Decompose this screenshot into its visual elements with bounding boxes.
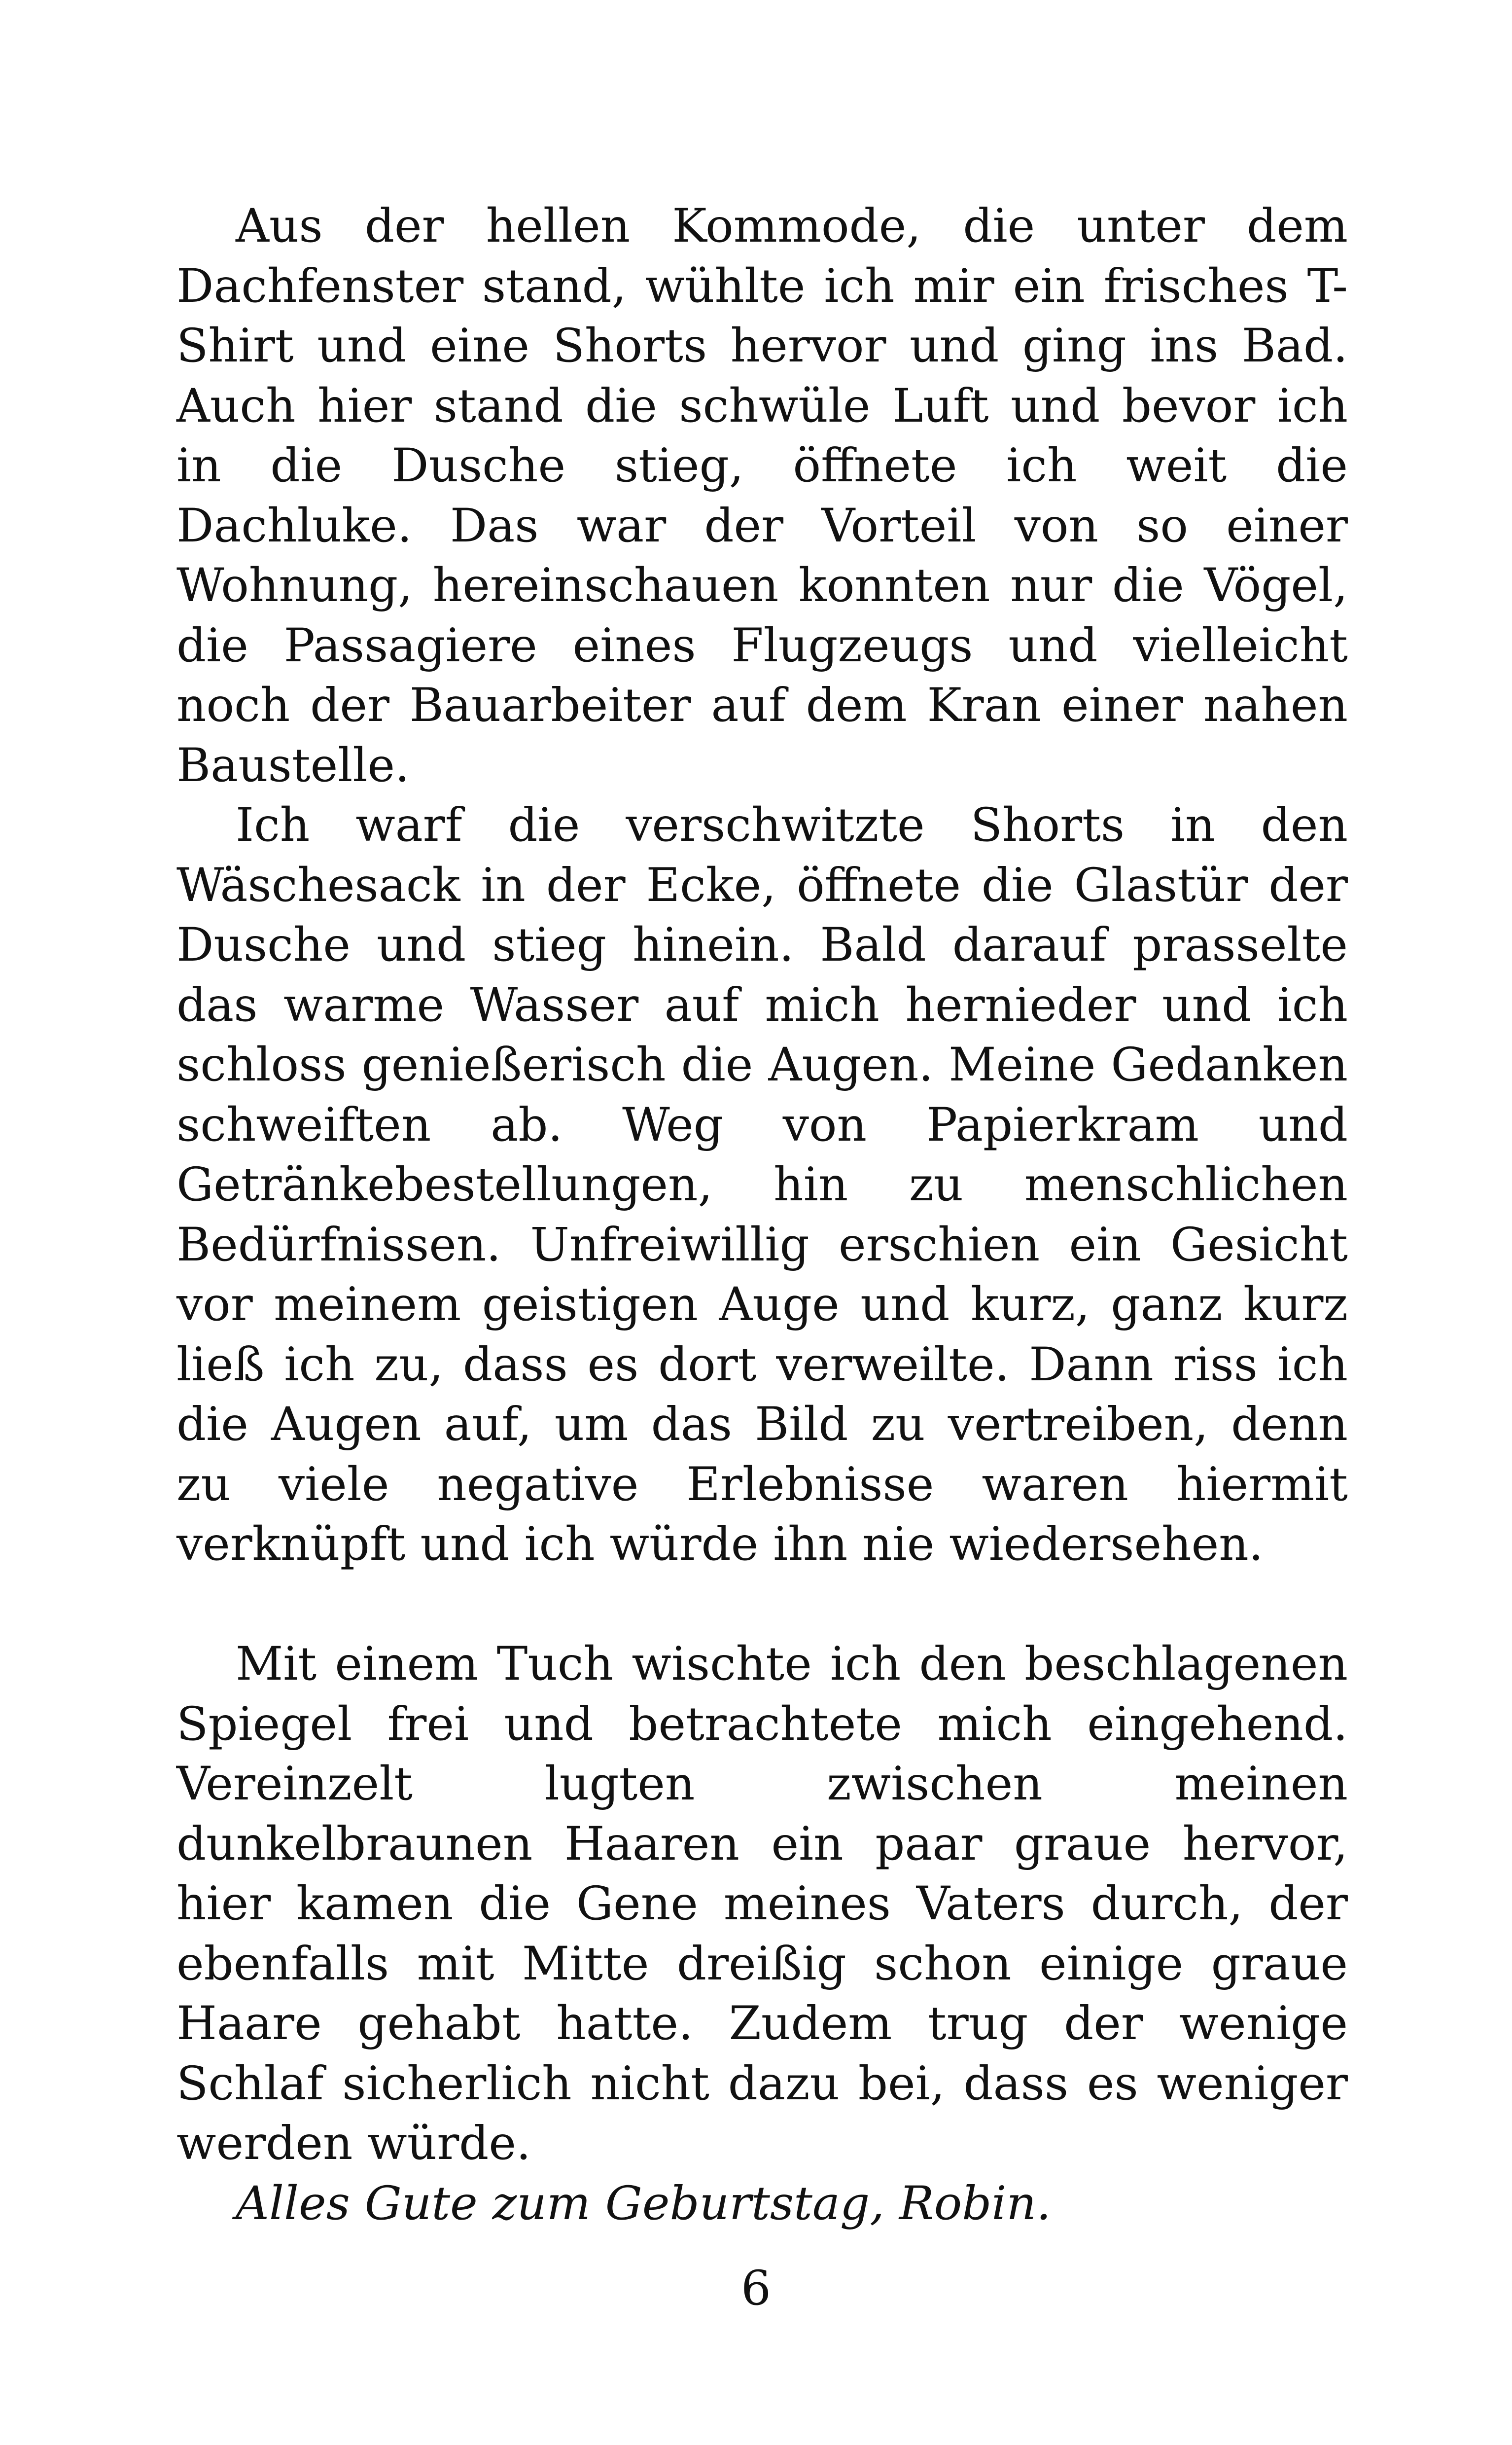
paragraph-dusche: Ich warf die verschwitzte Shorts in den Wäschesack in der Ecke, öffnete die Glastür der Dusche und stieg hinein. Bald darauf prasselte das warme Wasser auf mich hernieder und ich schloss genießerisch die Augen. Meine Gedanken schweiften ab. Weg von Papierkram und Getränkebestellungen, hin zu menschlichen Bedürfnissen. Unfreiwillig erschien ein Gesicht vor meinem geistigen Auge und kurz, ganz kurz ließ ich zu, dass es dort verweilte. Dann riss ich die Augen auf, um das Bild zu vertreiben, denn zu viele negative Erlebnisse waren hiermit verknüpft und ich würde ihn nie wiedersehen. bbox=[176, 798, 1348, 1571]
paragraph-spacer bbox=[176, 1575, 1348, 1635]
paragraph-kommode: Aus der hellen Kommode, die unter dem Dachfenster stand, wühlte ich mir ein frisches T-Shirt und eine Shorts hervor und ging ins Bad. Auch hier stand die schwüle Luft und bevor ich in die Dusche stieg, öffnete ich weit die Dachluke. Das war der Vorteil von so einer Wohnung, hereinschauen konnten nur die Vögel, die Passagiere eines Flugzeugs und vielleicht noch der Bauarbeiter auf dem Kran einer nahen Baustelle. bbox=[176, 199, 1348, 792]
paragraph-spiegel: Mit einem Tuch wischte ich den beschlagenen Spiegel frei und betrachtete mich eingehend. Vereinzelt lugten zwischen meinen dunkelbraunen Haaren ein paar graue hervor, hier kamen die Gene meines Vaters durch, der ebenfalls mit Mitte dreißig schon einige graue Haare gehabt hatte. Zudem trug der wenige Schlaf sicherlich nicht dazu bei, dass es weniger werden würde. bbox=[176, 1637, 1348, 2170]
paragraph-geburtstag: Alles Gute zum Geburtstag, Robin. bbox=[236, 2176, 1051, 2230]
page-number: 6 bbox=[740, 2261, 772, 2316]
body-text bbox=[176, 196, 1348, 2233]
